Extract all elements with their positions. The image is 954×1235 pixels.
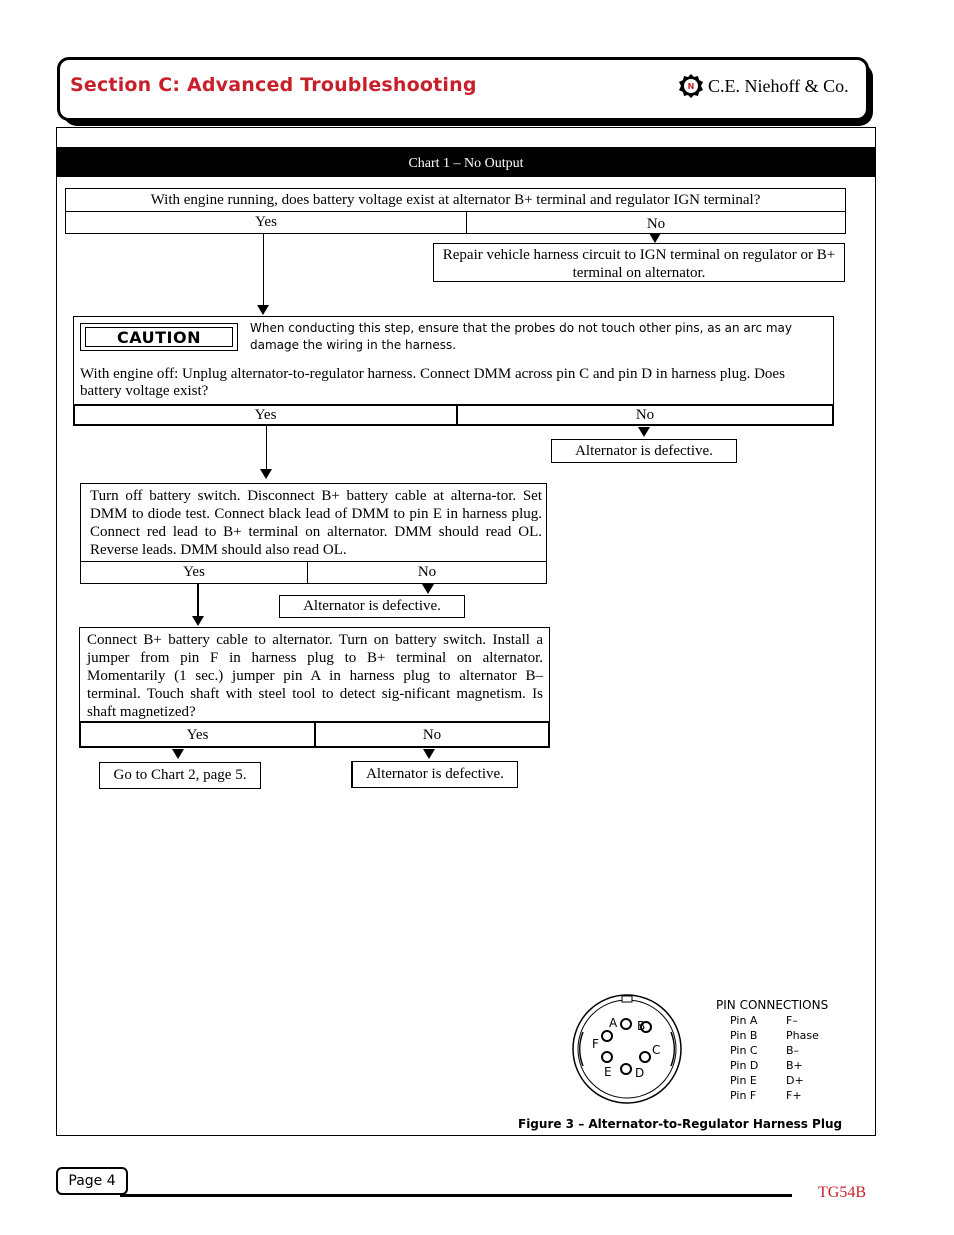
pin-label-c: C <box>652 1043 661 1057</box>
pin-connections-title: PIN CONNECTIONS <box>716 998 829 1012</box>
q1-no-arrow <box>649 233 661 243</box>
pin-row-signal: B– <box>786 1044 800 1057</box>
q2-no-label: No <box>456 404 834 426</box>
q4-no-label: No <box>314 721 550 748</box>
figure-caption: Figure 3 – Alternator-to-Regulator Harness Plug <box>518 1117 843 1131</box>
q4-yes-label: Yes <box>79 721 316 748</box>
caution-label-text: CAUTION <box>85 327 233 347</box>
pin-row-signal: F+ <box>786 1089 802 1102</box>
section-title: Section C: Advanced Troubleshooting <box>70 74 477 96</box>
pin-row-label: Pin D <box>730 1059 759 1072</box>
pin-row-signal: B+ <box>786 1059 803 1072</box>
pin-label-b: B <box>637 1019 646 1033</box>
q4-yes-arrow <box>172 749 184 759</box>
pin-label-e: E <box>604 1065 612 1079</box>
q3-no-label: No <box>307 561 547 584</box>
q1-no-label: No <box>466 211 846 234</box>
caution-label <box>80 323 238 351</box>
q3-yes-line <box>197 584 199 617</box>
q3-yes-arrow <box>192 616 204 626</box>
q3-no-result: Alternator is defective. <box>279 595 465 618</box>
q4-no-result: Alternator is defective. <box>351 761 518 788</box>
pin-row-label: Pin E <box>730 1074 757 1087</box>
pin-label-f: F <box>592 1037 599 1051</box>
svg-text:N: N <box>687 82 695 91</box>
question-1-box: With engine running, does battery voltage exist at alternator B+ terminal and regulator IGN terminal? <box>65 188 846 212</box>
pin-row-signal: D+ <box>786 1074 804 1087</box>
company-logo-icon <box>678 73 704 99</box>
q2-no-arrow <box>638 427 650 437</box>
pin-row-label: Pin C <box>730 1044 758 1057</box>
pin-label-d: D <box>635 1066 645 1080</box>
q4-no-arrow <box>423 749 435 759</box>
q1-yes-label: Yes <box>65 211 467 234</box>
pin-row-label: Pin F <box>730 1089 757 1102</box>
pin-row-label: Pin B <box>730 1029 758 1042</box>
pin-label-a: A <box>609 1016 618 1030</box>
q2-yes-arrow <box>260 469 272 479</box>
q2-no-result: Alternator is defective. <box>551 439 737 463</box>
company-name: C.E. Niehoff & Co. <box>708 76 849 96</box>
page-number: Page 4 <box>56 1167 128 1195</box>
chart-title: Chart 1 – No Output <box>57 147 875 177</box>
q4-yes-result: Go to Chart 2, page 5. <box>99 762 261 789</box>
question-4-box: Connect B+ battery cable to alternator. Turn on battery switch. Install a jumper from pin F in harness plug to B+ terminal on alternator. Momentarily (1 sec.) jumper pin A in harness plug to alternator B– terminal. Touch shaft with steel tool to detect sig-nificant magnetism. Is shaft magnetized? <box>79 627 550 723</box>
pin-row-signal: Phase <box>786 1029 819 1042</box>
pin-row-signal: F– <box>786 1014 798 1027</box>
pin-row-label: Pin A <box>730 1014 758 1027</box>
q3-yes-label: Yes <box>80 561 308 584</box>
q1-no-result: Repair vehicle harness circuit to IGN terminal on regulator or B+ terminal on alternator. <box>433 243 845 282</box>
harness-plug-diagram <box>566 990 688 1108</box>
q2-yes-line <box>266 426 267 470</box>
question-2-text: With engine off: Unplug alternator-to-regulator harness. Connect DMM across pin C and pin D in harness plug. Does battery voltage exist? <box>80 366 785 399</box>
q1-yes-arrow <box>257 305 269 315</box>
caution-text: When conducting this step, ensure that the probes do not touch other pins, as an arc may damage the wiring in the harness. <box>250 321 793 352</box>
q1-yes-line <box>263 234 264 306</box>
document-code: TG54B <box>818 1184 866 1201</box>
footer-rule <box>120 1194 792 1197</box>
question-3-box: Turn off battery switch. Disconnect B+ battery cable at alterna-tor. Set DMM to diode test. Connect black lead of DMM to pin E in harness plug. Connect red lead to B+ terminal on alternator. DMM should read OL. Reverse leads. DMM should also read OL. <box>80 483 547 563</box>
q2-yes-label: Yes <box>73 404 458 426</box>
q3-no-arrow <box>422 584 434 594</box>
